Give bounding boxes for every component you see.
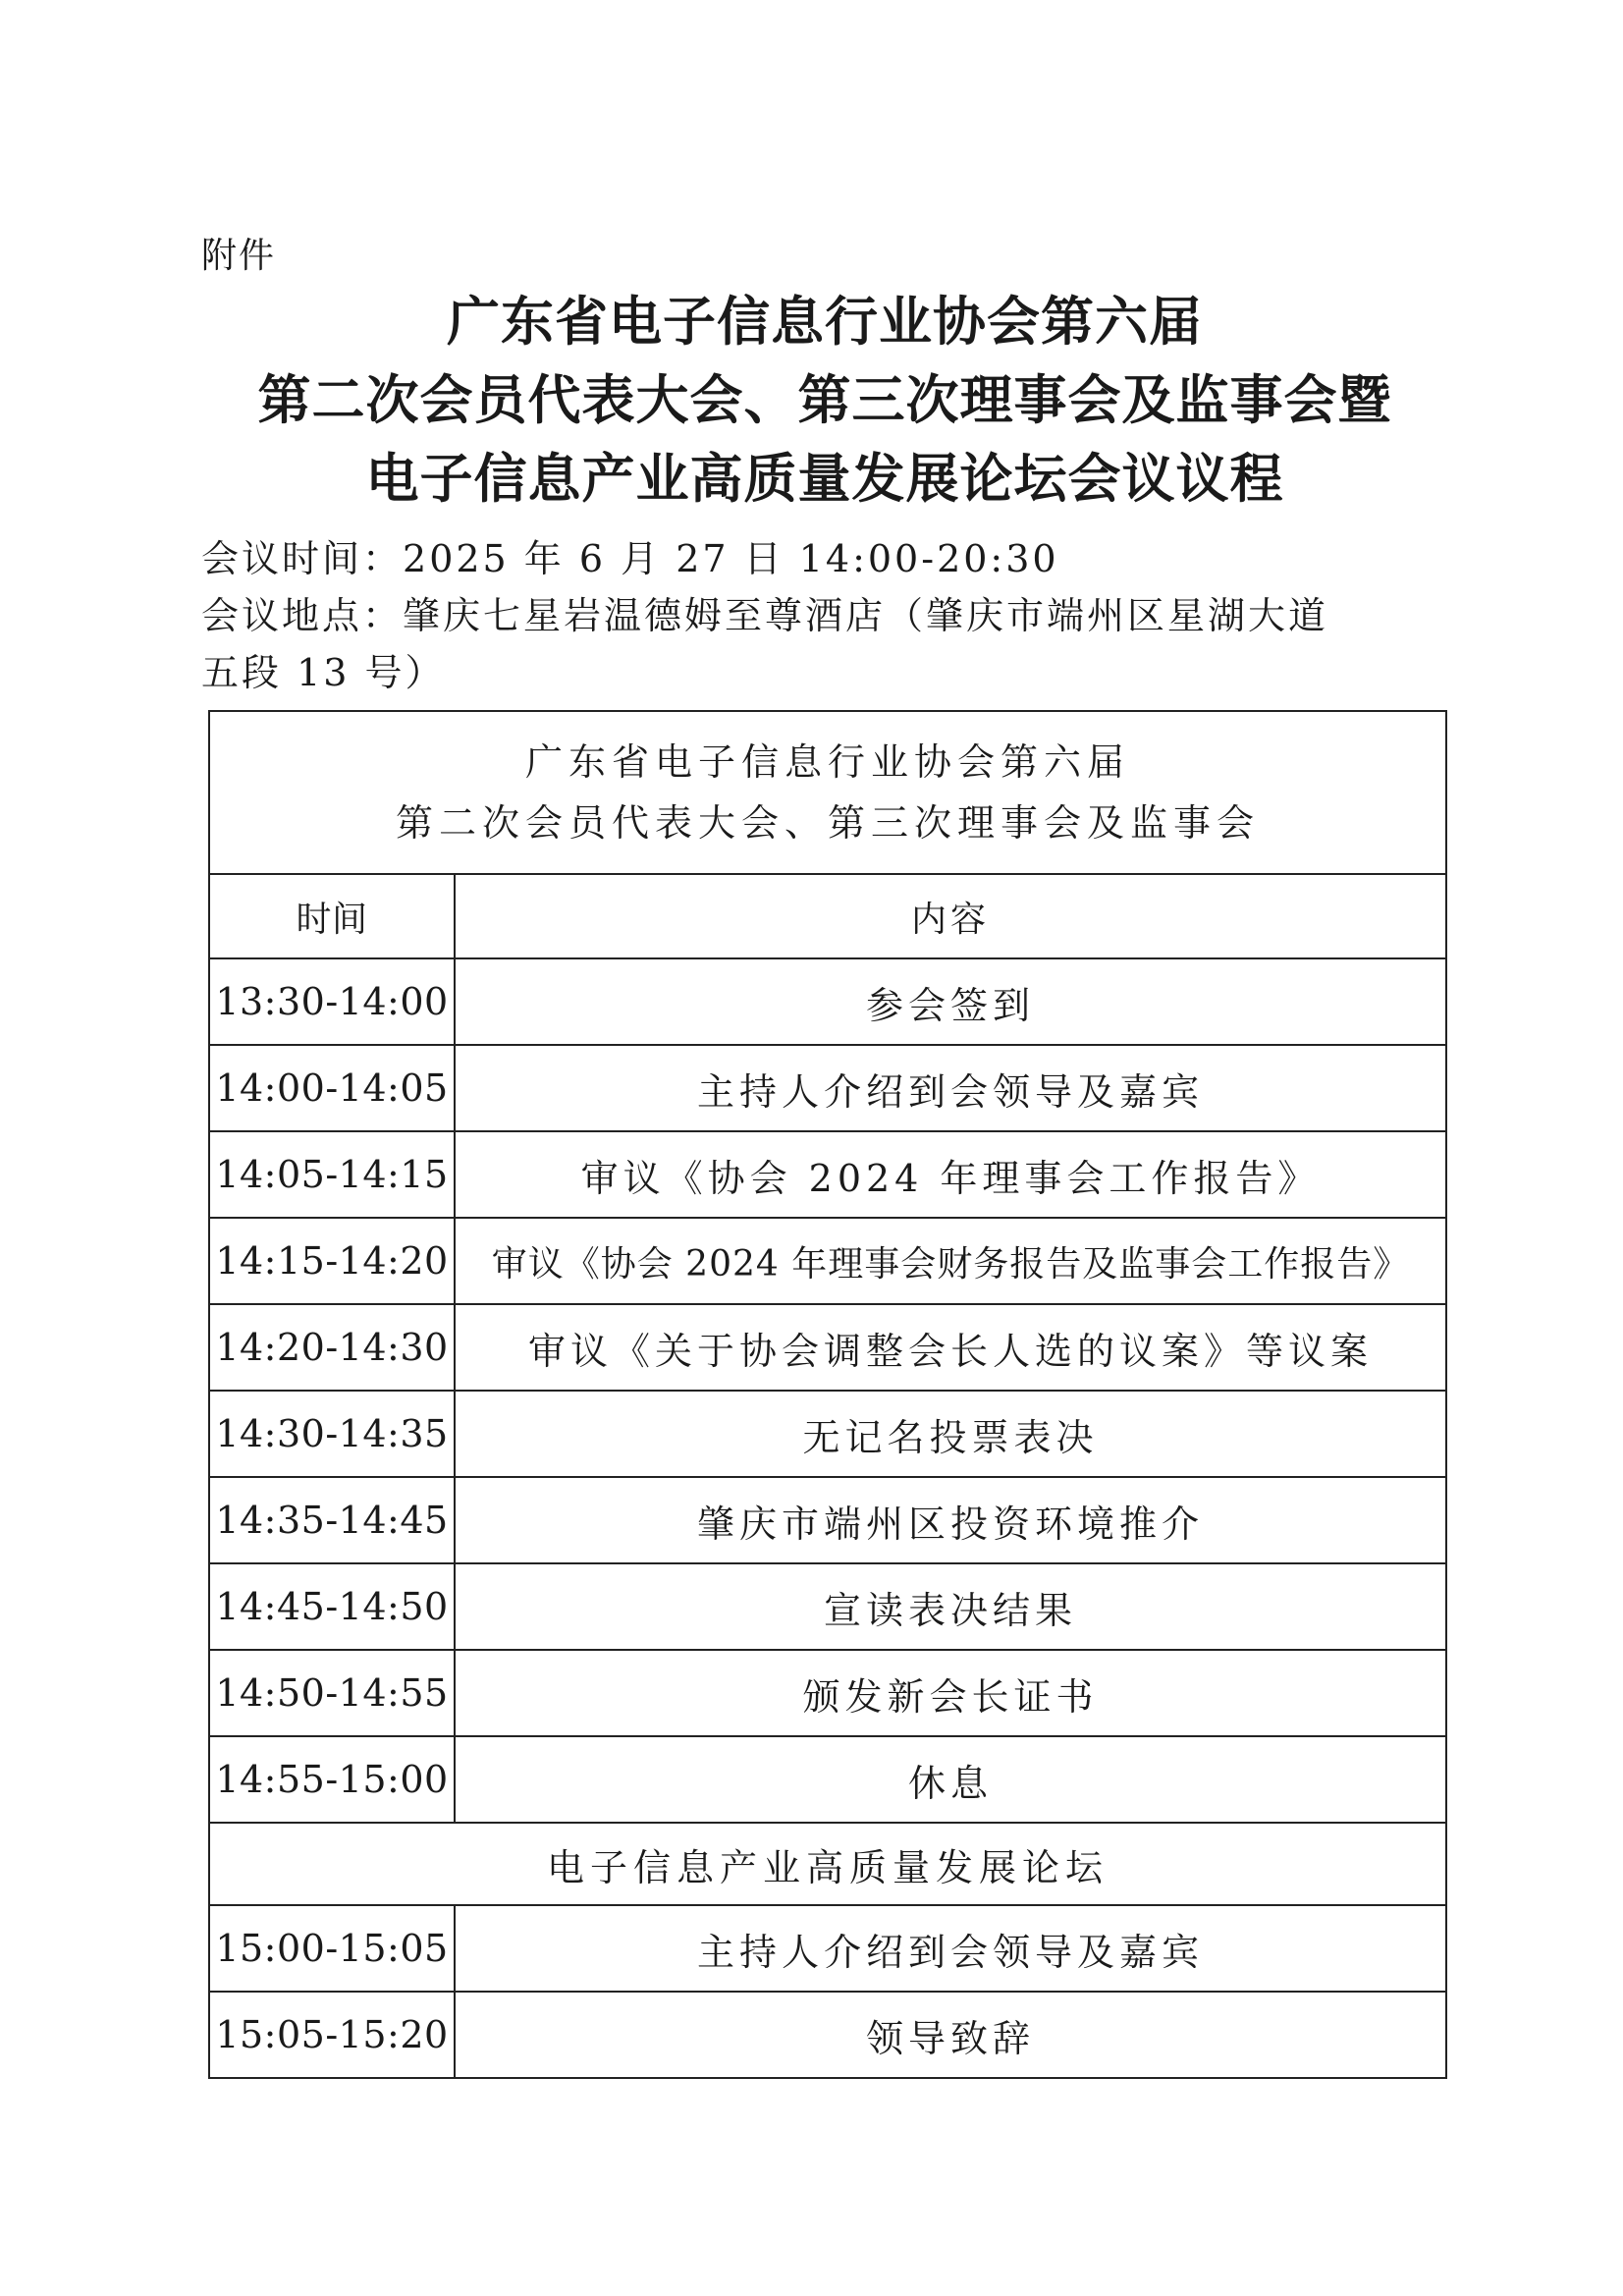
agenda-content: 参会签到 xyxy=(455,958,1446,1045)
agenda-content: 审议《协会 2024 年理事会财务报告及监事会工作报告》 xyxy=(455,1218,1446,1304)
table-row xyxy=(209,1992,1446,2078)
agenda-content: 无记名投票表决 xyxy=(455,1391,1446,1477)
table-row xyxy=(209,1045,1446,1131)
agenda-time: 14:35-14:45 xyxy=(209,1477,455,1563)
agenda-time: 14:20-14:30 xyxy=(209,1304,455,1391)
document-title xyxy=(187,283,1463,519)
agenda-content: 领导致辞 xyxy=(455,1992,1446,2078)
agenda-time: 15:00-15:05 xyxy=(209,1905,455,1992)
meeting-place-cont: 五段 13 号） xyxy=(201,651,446,694)
agenda-time: 14:05-14:15 xyxy=(209,1131,455,1218)
column-header-time: 时间 xyxy=(209,874,455,958)
table-row xyxy=(209,1218,1446,1304)
table-row xyxy=(209,1477,1446,1563)
agenda-content: 颁发新会长证书 xyxy=(455,1650,1446,1736)
agenda-time: 14:55-15:00 xyxy=(209,1736,455,1823)
agenda-content: 审议《关于协会调整会长人选的议案》等议案 xyxy=(455,1304,1446,1391)
agenda-content: 审议《协会 2024 年理事会工作报告》 xyxy=(455,1131,1446,1218)
meeting-time xyxy=(201,530,1448,587)
agenda-content: 主持人介绍到会领导及嘉宾 xyxy=(455,1045,1446,1131)
table-row xyxy=(209,1304,1446,1391)
section-1-title-line-1: 广东省电子信息行业协会第六届 xyxy=(524,740,1130,784)
table-row xyxy=(209,1736,1446,1823)
column-header-content: 内容 xyxy=(455,874,1446,958)
agenda-content: 宣读表决结果 xyxy=(455,1563,1446,1650)
agenda-content: 主持人介绍到会领导及嘉宾 xyxy=(455,1905,1446,1992)
meeting-time-label: 会议时间： xyxy=(201,537,404,580)
table-row xyxy=(209,958,1446,1045)
meeting-time-value: 2025 年 6 月 27 日 14:00-20:30 xyxy=(403,537,1059,580)
table-row xyxy=(209,1131,1446,1218)
section-2-title: 电子信息产业高质量发展论坛 xyxy=(209,1823,1446,1905)
meeting-place-value: 肇庆七星岩温德姆至尊酒店（肇庆市端州区星湖大道 xyxy=(403,594,1329,637)
agenda-time: 14:50-14:55 xyxy=(209,1650,455,1736)
attachment-label: 附件 xyxy=(201,236,277,276)
section-2-row xyxy=(209,1823,1446,1905)
table-row xyxy=(209,1563,1446,1650)
title-line-3: 电子信息产业高质量发展论坛会议议程 xyxy=(365,448,1284,510)
agenda-time: 14:00-14:05 xyxy=(209,1045,455,1131)
title-line-1: 广东省电子信息行业协会第六届 xyxy=(447,291,1203,353)
agenda-time: 13:30-14:00 xyxy=(209,958,455,1045)
title-line-2: 第二次会员代表大会、第三次理事会及监事会暨 xyxy=(257,369,1392,431)
table-row xyxy=(209,1650,1446,1736)
table-row xyxy=(209,1391,1446,1477)
agenda-content: 肇庆市端州区投资环境推介 xyxy=(455,1477,1446,1563)
meeting-place-label: 会议地点： xyxy=(201,594,404,637)
meeting-place xyxy=(201,587,1448,644)
agenda-content: 休息 xyxy=(455,1736,1446,1823)
section-1-title xyxy=(209,711,1446,874)
agenda-time: 14:45-14:50 xyxy=(209,1563,455,1650)
agenda-time: 14:15-14:20 xyxy=(209,1218,455,1304)
column-header-row xyxy=(209,874,1446,958)
meeting-info xyxy=(201,530,1448,701)
section-header-row xyxy=(209,711,1446,874)
agenda-time: 14:30-14:35 xyxy=(209,1391,455,1477)
agenda-time: 15:05-15:20 xyxy=(209,1992,455,2078)
table-row xyxy=(209,1905,1446,1992)
agenda-table xyxy=(208,710,1447,2079)
section-1-title-line-2: 第二次会员代表大会、第三次理事会及监事会 xyxy=(395,801,1260,845)
